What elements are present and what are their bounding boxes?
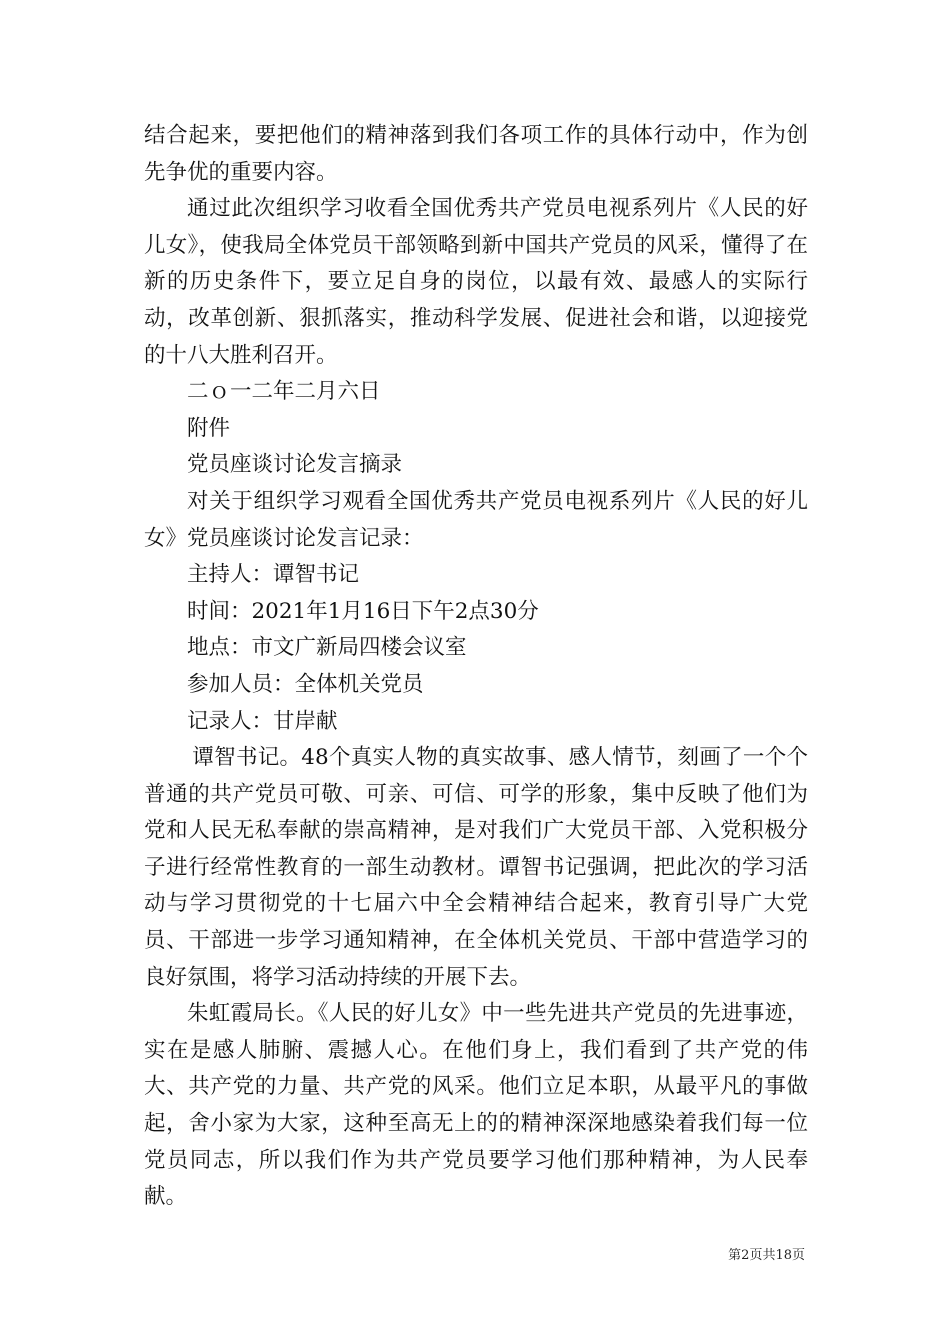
page-number: 第2页共18页	[728, 1248, 805, 1263]
meeting-attendees: 参加人员：全体机关党员	[187, 671, 424, 697]
document-date: 二ｏ一二年二月六日	[187, 379, 381, 405]
document-body	[144, 118, 808, 1216]
meeting-location: 地点：市文广新局四楼会议室	[187, 635, 467, 661]
paragraph-study-summary: 通过此次组织学习收看全国优秀共产党员电视系列片《人民的好儿女》，使我局全体党员干部领略到新中国共产党员的风采，懂得了在新的历史条件下，要立足自身的岗位，以最有效、最感人的实际行动，改革创新、狠抓落实，推动科学发展、促进社会和谐，以迎接党的十八大胜利召开。	[144, 196, 808, 368]
meeting-host: 主持人：谭智书记	[187, 562, 360, 588]
meeting-recorder: 记录人：甘岸献	[187, 708, 338, 734]
meeting-time: 时间：2021年1月16日下午2点30分	[187, 598, 539, 624]
attachment-title: 党员座谈讨论发言摘录	[187, 452, 403, 478]
paragraph-record-intro: 对关于组织学习观看全国优秀共产党员电视系列片《人民的好儿女》党员座谈讨论发言记录：	[144, 488, 808, 551]
paragraph-continuation: 结合起来，要把他们的精神落到我们各项工作的具体行动中，作为创先争优的重要内容。	[144, 123, 808, 185]
paragraph-secretary-remarks: 谭智书记。48个真实人物的真实故事、感人情节，刻画了一个个普通的共产党员可敬、可亲、可信、可学的形象，集中反映了他们为党和人民无私奉献的崇高精神，是对我们广大党员干部、入党积极分子进行经常性教育的一部生动教材。谭智书记强调，把此次的学习活动与学习贯彻党的十七届六中全会精神结合起来，教育引导广大党员、干部进一步学习通知精神，在全体机关党员、干部中营造学习的良好氛围，将学习活动持续的开展下去。	[144, 745, 808, 990]
paragraph-director-remarks: 朱虹霞局长。《人民的好儿女》中一些先进共产党员的先进事迹，实在是感人肺腑、震撼人心。在他们身上，我们看到了共产党的伟大、共产党的力量、共产党的风采。他们立足本职，从最平凡的事做起，舍小家为大家，这种至高无上的的精神深深地感染着我们每一位党员同志，所以我们作为共产党员要学习他们那种精神，为人民奉献。	[144, 1001, 808, 1210]
attachment-label: 附件	[187, 415, 231, 441]
